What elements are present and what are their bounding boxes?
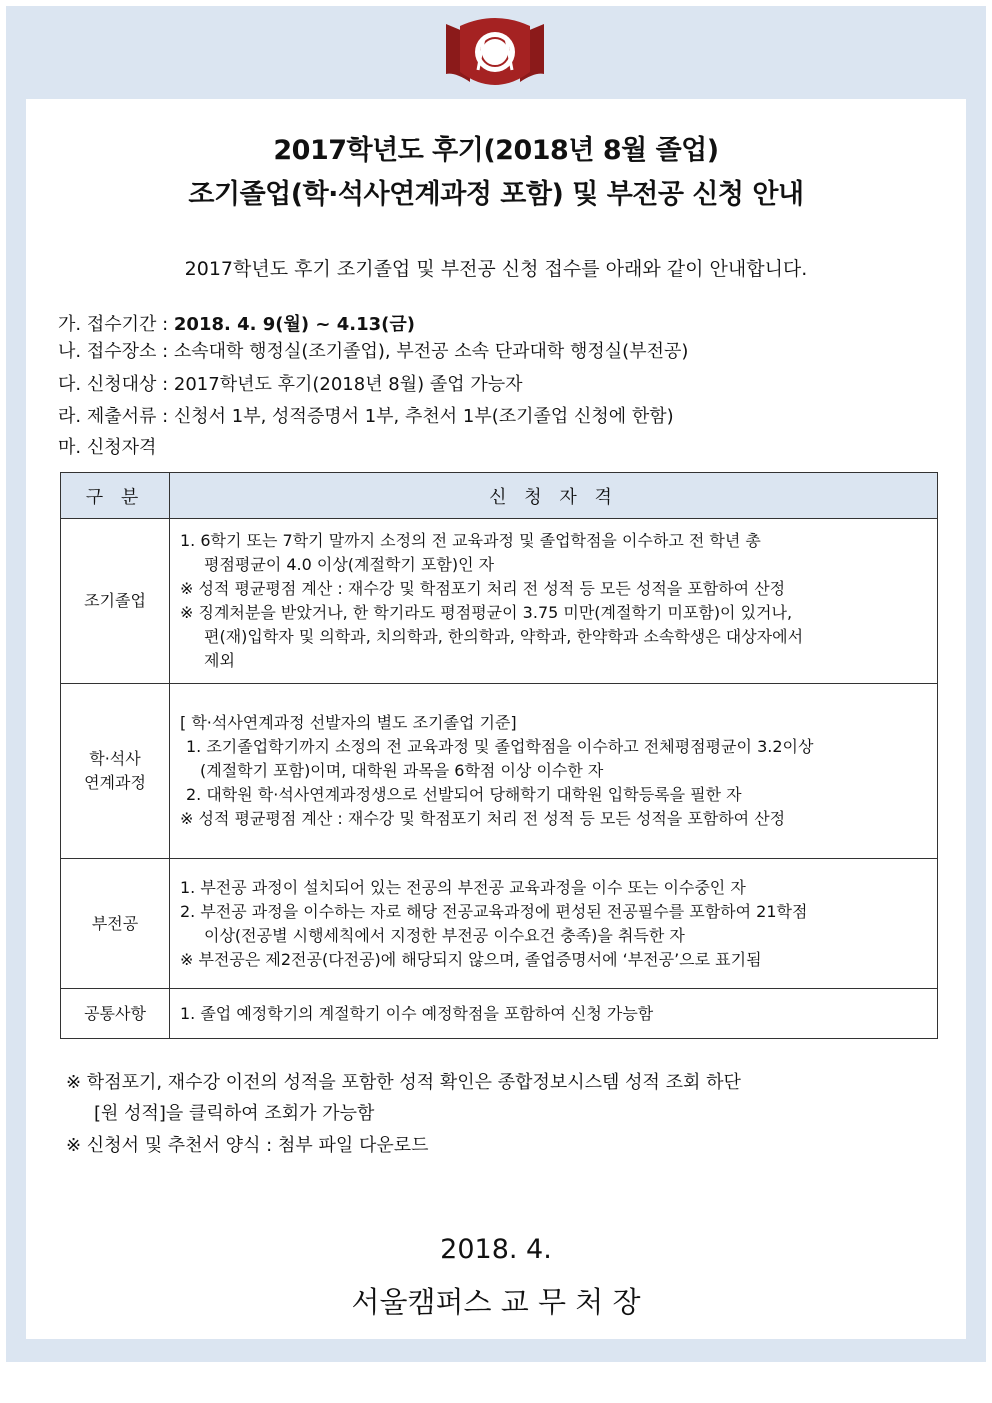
category-joint-line2: 연계과정 <box>84 773 146 792</box>
minor-criteria <box>170 859 938 989</box>
early-line: 평점평균이 4.0 이상(계절학기 포함)인 자 <box>204 555 495 574</box>
minor-line: ※ 부전공은 제2전공(다전공)에 해당되지 않으며, 졸업증명서에 ‘부전공’으로 표기됨 <box>180 949 762 969</box>
document-title-line2: 조기졸업(학·석사연계과정 포함) 및 부전공 신청 안내 <box>188 179 804 210</box>
info-documents: 라. 제출서류 : 신청서 1부, 성적증명서 1부, 추천서 1부(조기졸업 신청에 한함) <box>58 406 674 427</box>
table-row-early-graduation <box>61 519 938 684</box>
early-line: ※ 성적 평균평점 계산 : 재수강 및 학점포기 처리 전 성적 등 모든 성적을 포함하여 산정 <box>180 579 786 598</box>
category-joint-program <box>61 684 170 859</box>
joint-line: 1. 조기졸업학기까지 소정의 전 교육과정 및 졸업학점을 이수하고 전체평점평균이 3.2이상 <box>186 737 814 756</box>
document-title-line1: 2017학년도 후기(2018년 8월 졸업) <box>273 135 719 166</box>
joint-line: ※ 성적 평균평점 계산 : 재수강 및 학점포기 처리 전 성적 등 모든 성적을 포함하여 산정 <box>180 809 786 828</box>
category-common: 공통사항 <box>61 989 170 1039</box>
note-grade-check-cont: [원 성적]을 클릭하여 조회가 가능함 <box>94 1103 375 1124</box>
category-early-graduation: 조기졸업 <box>61 519 170 684</box>
header-category: 구 분 <box>61 473 170 519</box>
info-place: 나. 접수장소 : 소속대학 행정실(조기졸업), 부전공 소속 단과대학 행정실(부전공) <box>58 341 689 362</box>
university-emblem-icon <box>440 12 550 92</box>
table-row-common <box>61 989 938 1039</box>
intro-text: 2017학년도 후기 조기졸업 및 부전공 신청 접수를 아래와 같이 안내합니다. <box>184 258 808 280</box>
early-line: ※ 징계처분을 받았거나, 한 학기라도 평점평균이 3.75 미만(계절학기 미포함)이 있거나, <box>180 603 793 622</box>
category-joint-line1: 학·석사 <box>89 749 141 768</box>
table-header-row <box>61 473 938 519</box>
issue-date: 2018. 4. <box>440 1234 552 1265</box>
info-qualification-heading: 마. 신청자격 <box>58 437 157 458</box>
note-forms: ※ 신청서 및 추천서 양식 : 첨부 파일 다운로드 <box>66 1135 429 1156</box>
common-criteria <box>170 989 938 1039</box>
joint-line: [ 학·석사연계과정 선발자의 별도 조기졸업 기준] <box>180 713 517 732</box>
category-minor: 부전공 <box>61 859 170 989</box>
early-line: 편(재)입학자 및 의학과, 치의학과, 한의학과, 약학과, 한약학과 소속학생은 대상자에서 <box>204 627 804 646</box>
header-qualification: 신 청 자 격 <box>170 473 938 519</box>
minor-line: 이상(전공별 시행세칙에서 지정한 부전공 이수요건 충족)을 취득한 자 <box>204 925 685 945</box>
info-period-label: 가. 접수기간 : <box>58 314 174 335</box>
info-target: 다. 신청대상 : 2017학년도 후기(2018년 8월) 졸업 가능자 <box>58 374 523 395</box>
table-row-joint-program <box>61 684 938 859</box>
qualification-table <box>60 472 938 1039</box>
info-period-value: 2018. 4. 9(월) ~ 4.13(금) <box>173 314 415 335</box>
early-line: 1. 6학기 또는 7학기 말까지 소정의 전 교육과정 및 졸업학점을 이수하고 전 학년 총 <box>180 531 761 550</box>
early-line: 제외 <box>204 651 235 670</box>
early-graduation-criteria <box>170 519 938 684</box>
common-line: 1. 졸업 예정학기의 계절학기 이수 예정학점을 포함하여 신청 가능함 <box>180 1003 654 1023</box>
note-grade-check: ※ 학점포기, 재수강 이전의 성적을 포함한 성적 확인은 종합정보시스템 성적 조회 하단 <box>66 1072 741 1093</box>
joint-line: 2. 대학원 학·석사연계과정생으로 선발되어 당해학기 대학원 입학등록을 필한 자 <box>186 785 742 804</box>
info-period <box>58 310 415 336</box>
joint-program-criteria <box>170 684 938 859</box>
issuing-office: 서울캠퍼스 교 무 처 장 <box>351 1285 641 1319</box>
minor-line: 2. 부전공 과정을 이수하는 자로 해당 전공교육과정에 편성된 전공필수를 포함하여 21학점 <box>180 901 808 921</box>
minor-line: 1. 부전공 과정이 설치되어 있는 전공의 부전공 교육과정을 이수 또는 이수중인 자 <box>180 877 746 897</box>
joint-line: (계절학기 포함)이며, 대학원 과목을 6학점 이상 이수한 자 <box>200 761 604 780</box>
table-row-minor <box>61 859 938 989</box>
